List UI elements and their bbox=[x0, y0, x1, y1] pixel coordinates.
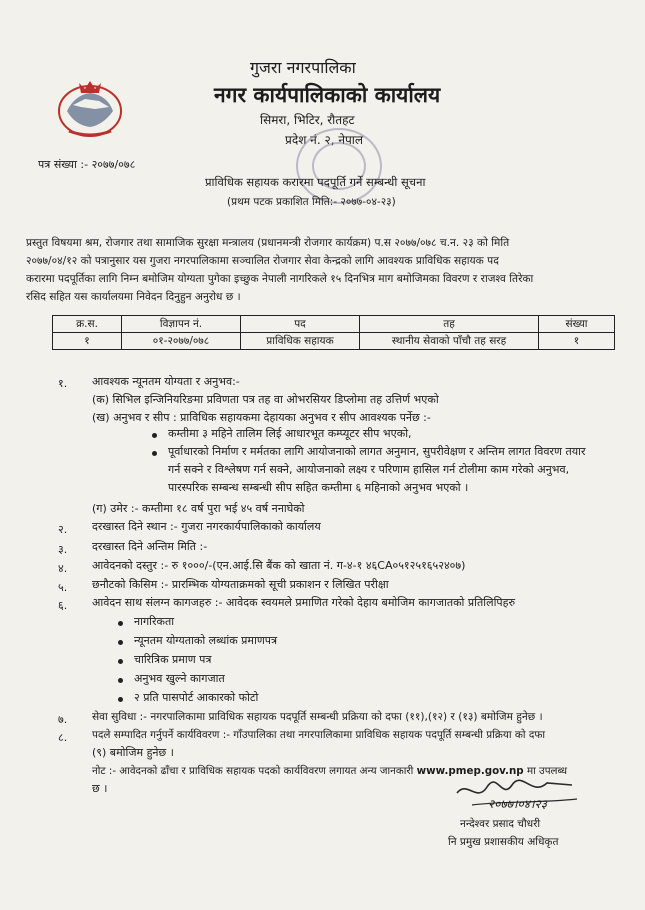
table-row bbox=[53, 333, 615, 350]
item-number: २. bbox=[58, 523, 68, 536]
table-header-row bbox=[53, 316, 615, 333]
intro-line-3: करारमा पदपूर्तिका लागि निम्न बमोजिम योग्यता पुगेका इच्छुक नेपाली नागरिकले १५ दिनभित्र माग बमोजिमका विवरण र राजश्व तिरेका bbox=[26, 273, 534, 285]
qualification-a: (क) सिभिल इन्जिनियरिङमा प्रविणता पत्र तह वा ओभरसियर डिप्लोमा तह उत्तिर्ण भएको bbox=[92, 393, 439, 406]
item-heading: छनौटको किसिम :- प्रारम्भिक योग्यताक्रमको सूची प्रकाशन र लिखित परीक्षा bbox=[92, 578, 389, 591]
table-header: तह bbox=[360, 316, 539, 333]
item-number: ७. bbox=[58, 713, 68, 726]
table-cell: स्थानीय सेवाको पाँचौ तह सरह bbox=[360, 333, 539, 350]
signatory-name: नन्देश्वर प्रसाद चौधरी bbox=[460, 818, 541, 830]
notice-title: प्राविधिक सहायक करारमा पदपूर्ति गर्ने सम्बन्धी सूचना bbox=[205, 175, 426, 189]
document-item: अनुभव खुल्ने कागजात bbox=[134, 672, 225, 685]
item-heading: (९) बमोजिम हुनेछ । bbox=[92, 746, 174, 759]
note-text: नोट :- आवेदनको ढाँचा र प्राविधिक सहायक पदको कार्यविवरण लगायत अन्य जानकारी bbox=[92, 765, 414, 777]
item-number: ४. bbox=[58, 562, 68, 575]
document-item: चारित्रिक प्रमाण पत्र bbox=[134, 653, 212, 666]
province: प्रदेश नं. २, नेपाल bbox=[285, 133, 364, 147]
skill-1: कम्तीमा ३ महिने तालिम लिई आधारभूत कम्प्यूटर सीप भएको, bbox=[168, 427, 412, 440]
table-cell: प्राविधिक सहायक bbox=[241, 333, 360, 350]
item-heading: दरखास्त दिने अन्तिम मिति :- bbox=[92, 540, 208, 553]
item-heading: सेवा सुविधा :- नगरपालिकामा प्राविधिक सहायक पदपूर्ति सम्बन्धी प्रक्रिया को दफा (११),(१२) र (१३) बमोजिम हुनेछ । bbox=[92, 711, 543, 723]
letter-number: पत्र संख्या :- २०७७/०७८ bbox=[38, 158, 136, 171]
bullet-icon bbox=[118, 659, 123, 664]
office-address: सिमरा, भिटिर, रौतहट bbox=[260, 113, 355, 127]
bullet-icon bbox=[152, 433, 157, 438]
bullet-icon bbox=[118, 640, 123, 645]
bullet-icon bbox=[152, 451, 157, 456]
item-number: ६. bbox=[58, 599, 68, 612]
office-title: नगर कार्यपालिकाको कार्यालय bbox=[214, 83, 441, 107]
item-number: १. bbox=[58, 377, 68, 390]
item-heading: पदले सम्पादित गर्नुपर्ने कार्यविवरण :- गाँउपालिका तथा नगरपालिकामा प्राविधिक सहायक पदपूर्ति सम्बन्धी प्रक्रिया को दफा bbox=[92, 729, 546, 741]
document-item: २ प्रति पासपोर्ट आकारको फोटो bbox=[134, 691, 259, 704]
item-number: ८. bbox=[58, 731, 68, 744]
document-item: नागरिकता bbox=[134, 615, 175, 628]
qualification-c: (ग) उमेर :- कम्तीमा १८ वर्ष पुरा भई ४५ वर्ष ननाघेको bbox=[92, 502, 305, 515]
bullet-icon bbox=[118, 678, 123, 683]
item-heading: आवश्यक न्यूनतम योग्यता र अनुभव:- bbox=[92, 375, 240, 388]
qualification-b: (ख) अनुभव र सीप : प्राविधिक सहायकमा देहायका अनुभव र सीप आवश्यक पर्नेछ :- bbox=[92, 411, 431, 424]
skill-2: गर्न सक्ने र विश्लेषण गर्न सक्ने, आयोजनाको लक्ष्य र परिणाम हासिल गर्न टोलीमा काम गरेको अनुभव, bbox=[168, 463, 570, 476]
signatory-designation: नि प्रमुख प्रशासकीय अधिकृत bbox=[448, 836, 559, 848]
intro-line-2: २०७७/०४/१२ को पत्रानुसार यस गुजरा नगरपालिकामा सञ्चालित रोजगार सेवा केन्द्रको लागि आवश्यक प्राविधिक सहायक पद bbox=[26, 255, 499, 267]
municipality-name: गुजरा नगरपालिका bbox=[250, 58, 356, 77]
website-link[interactable]: www.pmep.gov.np bbox=[416, 765, 524, 777]
item-heading: आवेदन साथ संलग्न कागजहरु :- आवेदक स्वयमले प्रमाणित गरेको देहाय बमोजिम कागजातको प्रतिलिपिहरु bbox=[92, 596, 516, 609]
vacancy-table bbox=[52, 315, 615, 350]
item-number: ५. bbox=[58, 581, 68, 594]
item-heading: आवेदनको दस्तुर :- रु १०००/-(एन.आई.सि बैंक को खाता नं. ग-४-१ ४६CA०५१२५१६५२४०७) bbox=[92, 559, 466, 572]
table-cell: १ bbox=[539, 333, 615, 350]
intro-line-4: रसिद सहित यस कार्यालयमा निवेदन दिनुहुन अनुरोध छ । bbox=[26, 291, 241, 303]
table-header: क्र.स. bbox=[53, 316, 122, 333]
notice-subtitle: (प्रथम पटक प्रकाशित मिति:- २०७७-०४-२३) bbox=[227, 196, 396, 208]
nepal-emblem-icon bbox=[55, 75, 125, 140]
table-header: पद bbox=[241, 316, 360, 333]
table-cell: ०१-२०७७/०७८ bbox=[122, 333, 241, 350]
note-text: मा उपलब्ध bbox=[526, 765, 568, 777]
bullet-icon bbox=[118, 621, 123, 626]
signature-date: २०७७।०४।२३ bbox=[488, 797, 548, 811]
note-end: छ । bbox=[92, 782, 108, 795]
bullet-icon bbox=[118, 697, 123, 702]
table-header: विज्ञापन नं. bbox=[122, 316, 241, 333]
table-cell: १ bbox=[53, 333, 122, 350]
table-header: संख्या bbox=[539, 316, 615, 333]
item-number: ३. bbox=[58, 543, 68, 556]
document-item: न्यूनतम योग्यताको लब्धांक प्रमाणपत्र bbox=[134, 634, 278, 647]
skill-2: पूर्वाधारको निर्माण र मर्मतका लागि आयोजनाको लागत अनुमान, सुपरीवेक्षण र अन्तिम लागत विवरण तयार bbox=[168, 445, 586, 458]
skill-2: पारस्परिक सम्बन्ध सम्बन्धी सीप सहित कम्तीमा ६ महिनाको अनुभव भएको । bbox=[168, 481, 469, 494]
item-heading: दरखास्त दिने स्थान :- गुजरा नगरकार्यपालिकाको कार्यालय bbox=[92, 520, 321, 533]
intro-line-1: प्रस्तुत विषयमा श्रम, रोजगार तथा सामाजिक सुरक्षा मन्त्रालय (प्रधानमन्त्री रोजगार कार्यक्रम) प.स २०७७/०७८ च.न. २३ को मिति bbox=[26, 237, 510, 249]
